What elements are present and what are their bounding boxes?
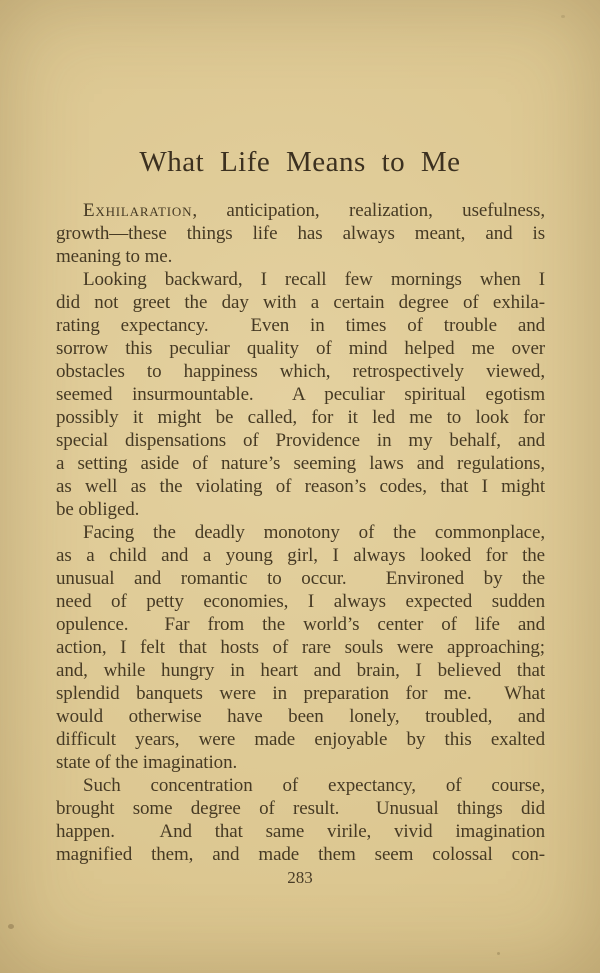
body-line: opulence. Far from the world’s center of life and xyxy=(56,614,545,635)
body-line: state of the imagination. xyxy=(56,752,238,773)
body-line: happen. And that same virile, vivid imagination xyxy=(56,821,545,842)
body-line: action, I felt that hosts of rare souls were approaching; xyxy=(56,637,545,658)
body-line: rating expectancy. Even in times of trouble and xyxy=(56,315,545,336)
page-title: What Life Means to Me xyxy=(139,146,461,178)
body-line: sorrow this peculiar quality of mind helped me over xyxy=(56,338,545,359)
body-line: did not greet the day with a certain degree of exhila- xyxy=(56,292,545,313)
paper-speck xyxy=(497,952,500,955)
body-text xyxy=(56,199,545,866)
body-line: difficult years, were made enjoyable by this exalted xyxy=(56,729,545,750)
paper-speck xyxy=(8,924,14,929)
body-line: a setting aside of nature’s seeming laws and regulations, xyxy=(56,453,545,474)
body-line: special dispensations of Providence in my behalf, and xyxy=(56,430,545,451)
body-line xyxy=(56,199,545,222)
page-number: 283 xyxy=(287,868,313,887)
body-line: Looking backward, I recall few mornings when I xyxy=(83,269,545,290)
body-line: and, while hungry in heart and brain, I believed that xyxy=(56,660,545,681)
line-text: , anticipation, realization, usefulness, xyxy=(192,200,545,221)
body-line: splendid banquets were in preparation for me. What xyxy=(56,683,545,704)
body-line: seemed insurmountable. A peculiar spiritual egotism xyxy=(56,384,545,405)
body-line: would otherwise have been lonely, troubled, and xyxy=(56,706,545,727)
body-line: brought some degree of result. Unusual things did xyxy=(56,798,545,819)
paper-speck xyxy=(561,15,565,18)
body-line: as a child and a young girl, I always looked for the xyxy=(56,545,545,566)
body-line: be obliged. xyxy=(56,499,140,520)
lead-word: Exhilaration xyxy=(83,200,193,221)
body-line: possibly it might be called, for it led me to look for xyxy=(56,407,545,428)
body-line: Such concentration of expectancy, of course, xyxy=(83,775,545,796)
body-line: Facing the deadly monotony of the commonplace, xyxy=(83,522,545,543)
body-line: unusual and romantic to occur. Environed by the xyxy=(56,568,545,589)
body-line: growth—these things life has always meant, and is xyxy=(56,223,545,244)
body-line: obstacles to happiness which, retrospectively viewed, xyxy=(56,361,545,382)
body-line: need of petty economies, I always expected sudden xyxy=(56,591,545,612)
body-line: as well as the violating of reason’s codes, that I might xyxy=(56,476,545,497)
body-line: magnified them, and made them seem colossal con- xyxy=(56,844,545,865)
body-line: meaning to me. xyxy=(56,246,173,267)
